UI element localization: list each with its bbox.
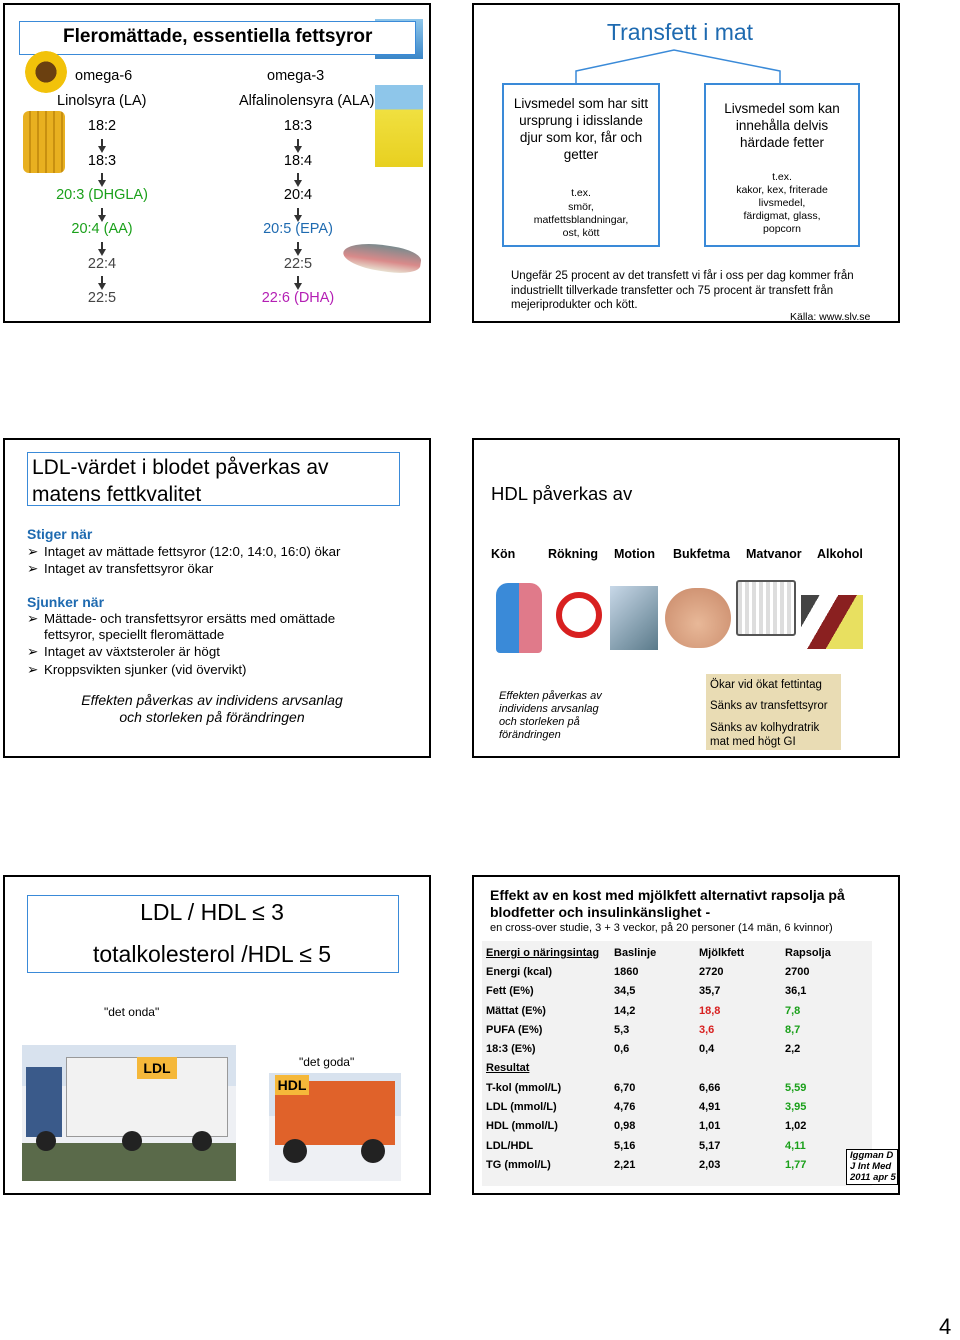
citation-journal: J Int Med xyxy=(850,1161,892,1172)
wheel xyxy=(192,1131,212,1151)
branch-lines xyxy=(474,5,902,95)
wheel xyxy=(283,1139,307,1163)
table-cell: HDL (mmol/L) xyxy=(486,1120,558,1133)
chain-right-1: 18:4 xyxy=(283,153,313,169)
table-cell: 7,8 xyxy=(785,1004,801,1017)
citation-author: Iggman D xyxy=(850,1150,894,1161)
falls-heading: Sjunker när xyxy=(27,594,105,610)
table-cell: 2,21 xyxy=(614,1158,636,1171)
factor-rokning: Rökning xyxy=(548,547,598,561)
table-cell: 1,01 xyxy=(699,1120,721,1133)
arrow-down-icon xyxy=(293,173,303,187)
table-cell: 3,6 xyxy=(699,1023,715,1036)
table-cell: 2,03 xyxy=(699,1158,721,1171)
table-cell: 1860 xyxy=(614,965,639,978)
salmon-image xyxy=(342,240,423,277)
sunflower-image xyxy=(25,51,67,93)
slide-title: Fleromättade, essentiella fettsyror xyxy=(63,26,373,47)
citation-date: 2011 apr 5 xyxy=(850,1172,896,1183)
effect-note: Effekten påverkas av individens arvsanlag och storleken på förändringen xyxy=(81,692,343,725)
arrow-down-icon xyxy=(293,139,303,153)
table-cell: 0,6 xyxy=(614,1043,630,1056)
slide-ldl xyxy=(3,438,431,758)
arrow-down-icon xyxy=(97,242,107,256)
omega6-label: omega-6 xyxy=(75,68,133,84)
list-item-text: Intaget av transfettsyror ökar xyxy=(44,561,214,576)
arrow-down-icon xyxy=(293,242,303,256)
chain-left-5: 22:5 xyxy=(87,290,117,306)
ruminant-foods-text: Livsmedel som har sitt ursprung i idisslande djur som kor, får och getter xyxy=(513,96,649,162)
chain-right-4: 22:5 xyxy=(283,256,313,272)
table-cell: T-kol (mmol/L) xyxy=(486,1081,562,1094)
table-cell: 5,16 xyxy=(614,1139,636,1152)
factor-kon: Kön xyxy=(491,547,516,561)
table-cell: 5,17 xyxy=(699,1139,721,1152)
table-cell: 0,98 xyxy=(614,1120,636,1133)
table-cell: 2,2 xyxy=(785,1043,801,1056)
rises-heading: Stiger när xyxy=(27,526,93,542)
table-row xyxy=(486,1039,865,1058)
table-cell: 2720 xyxy=(699,965,724,978)
table-row xyxy=(486,1001,865,1020)
slide-title: Transfett i mat xyxy=(606,19,754,45)
ldl-hdl-ratio: LDL / HDL ≤ 3 xyxy=(140,899,284,925)
table-cell: 0,4 xyxy=(699,1043,715,1056)
table-cell: LDL/HDL xyxy=(486,1139,534,1152)
study-table xyxy=(486,943,865,1175)
chain-left-0: 18:2 xyxy=(87,118,117,134)
table-cell: 18,8 xyxy=(699,1004,721,1017)
bad-label: "det onda" xyxy=(104,1005,160,1019)
list-item-text: Intaget av växtsteroler är högt xyxy=(44,644,220,659)
no-smoking-icon xyxy=(556,592,602,638)
effect-note: Effekten påverkas av individens arvsanlag och storleken på förändringen xyxy=(499,690,602,741)
effect-item: Sänks av kolhydratrik mat med högt GI xyxy=(710,722,820,748)
table-cell: 4,76 xyxy=(614,1101,636,1114)
good-label: "det goda" xyxy=(299,1055,355,1069)
list-item xyxy=(27,662,372,678)
slide-subtitle: en cross-over studie, 3 + 3 veckor, på 20 personer (14 män, 6 kvinnor) xyxy=(490,922,833,934)
rise-list xyxy=(27,543,422,577)
table-cell: 6,70 xyxy=(614,1081,636,1094)
table-row xyxy=(486,1117,865,1136)
effect-item: Sänks av transfettsyror xyxy=(710,700,828,712)
slide-title: Effekt av en kost med mjölkfett alternativt rapsolja på blodfetter och insulinkänslighet - xyxy=(490,887,845,920)
arrow-bullet-icon: ➢ xyxy=(27,644,39,659)
arrow-down-icon xyxy=(293,208,303,222)
arrow-bullet-icon: ➢ xyxy=(27,611,39,626)
omega3-label: omega-3 xyxy=(267,68,325,84)
page-number: 4 xyxy=(939,1314,952,1339)
effect-item: Ökar vid ökat fettintag xyxy=(710,679,822,691)
table-row xyxy=(486,1155,865,1174)
shopping-cart-icon xyxy=(736,580,796,636)
table-row xyxy=(486,1078,865,1097)
table-cell: 8,7 xyxy=(785,1023,801,1036)
table-cell: TG (mmol/L) xyxy=(486,1158,551,1171)
chain-left-1: 18:3 xyxy=(87,153,117,169)
arrow-down-icon xyxy=(97,173,107,187)
header-cell: Mjölkfett xyxy=(699,946,745,959)
table-row xyxy=(486,1020,865,1039)
factor-matvanor: Matvanor xyxy=(746,547,802,561)
slide-study xyxy=(472,875,900,1195)
list-item xyxy=(27,644,372,660)
chain-right-0: 18:3 xyxy=(283,118,313,134)
hdl-effects-box xyxy=(706,674,841,750)
header-cell: Baslinje xyxy=(614,946,657,959)
table-cell: 5,3 xyxy=(614,1023,630,1036)
ldl-truck-image xyxy=(22,1045,236,1181)
table-cell: 6,66 xyxy=(699,1081,721,1094)
factor-bukfetma: Bukfetma xyxy=(673,547,730,561)
table-cell: 4,11 xyxy=(785,1139,806,1152)
arrow-down-icon xyxy=(97,208,107,222)
table-cell: LDL (mmol/L) xyxy=(486,1101,557,1114)
hydrogenated-foods-text: Livsmedel som kan innehålla delvis härdade fetter xyxy=(724,101,840,150)
list-item xyxy=(27,611,372,642)
alpha-linolenic-acid-label: Alfalinolensyra (ALA) xyxy=(239,93,375,109)
table-cell: 35,7 xyxy=(699,985,721,998)
arrow-down-icon xyxy=(97,139,107,153)
header-cell: Energi o näringsintag xyxy=(486,946,600,959)
table-cell: 18:3 (E%) xyxy=(486,1043,536,1056)
arrow-bullet-icon: ➢ xyxy=(27,544,39,559)
arrow-down-icon xyxy=(97,276,107,290)
gender-figures-image xyxy=(496,583,542,653)
slide-title: LDL-värdet i blodet påverkas av matens fettkvalitet xyxy=(32,456,329,506)
chain-left-2: 20:3 (DHGLA) xyxy=(56,187,148,203)
table-cell: 1,02 xyxy=(785,1120,807,1133)
table-cell: 5,59 xyxy=(785,1081,807,1094)
list-item-text: Mättade- och transfettsyror ersätts med omättade fettsyror, speciellt fleromättade xyxy=(44,611,336,642)
chain-left-3: 20:4 (AA) xyxy=(71,221,133,237)
slide-hdl xyxy=(472,438,900,758)
ruminant-ex-label: t.ex. xyxy=(571,187,591,199)
chain-right-5: 22:6 (DHA) xyxy=(261,290,335,306)
slide-trans-fat xyxy=(472,3,900,323)
arrow-bullet-icon: ➢ xyxy=(27,661,39,677)
table-cell: 2700 xyxy=(785,965,810,978)
belly-image xyxy=(665,588,731,648)
factor-motion: Motion xyxy=(614,547,655,561)
table-row xyxy=(486,982,865,1001)
results-header: Resultat xyxy=(486,1062,530,1075)
list-item xyxy=(27,543,422,560)
total-hdl-ratio: totalkolesterol /HDL ≤ 5 xyxy=(92,941,332,967)
ruminant-examples: smör, matfettsblandningar, ost, kött xyxy=(533,201,629,239)
ldl-label-badge: LDL xyxy=(137,1057,177,1079)
table-cell: Fett (E%) xyxy=(486,985,534,998)
source-label: Källa: www.slv.se xyxy=(790,311,871,323)
wheel xyxy=(361,1139,385,1163)
table-row xyxy=(486,1097,865,1116)
table-cell: 34,5 xyxy=(614,985,636,998)
linoleic-acid-label: Linolsyra (LA) xyxy=(57,93,147,109)
arrow-down-icon xyxy=(293,276,303,290)
slide-essential-fatty-acids xyxy=(3,3,431,323)
chain-left-4: 22:4 xyxy=(87,256,117,272)
header-cell: Rapsolja xyxy=(785,946,831,959)
fall-list xyxy=(27,611,372,677)
study-table-box xyxy=(482,941,872,1186)
list-item-text: Intaget av mättade fettsyror (12:0, 14:0, 16:0) ökar xyxy=(44,544,341,559)
arrow-bullet-icon: ➢ xyxy=(27,561,39,576)
table-cell: 14,2 xyxy=(614,1004,636,1017)
hydrogenated-ex-label: t.ex. xyxy=(772,171,792,183)
results-header-row xyxy=(486,1059,865,1078)
wheel xyxy=(36,1131,56,1151)
table-cell: 36,1 xyxy=(785,985,807,998)
factor-alkohol: Alkohol xyxy=(817,547,863,561)
hdl-label-badge: HDL xyxy=(275,1075,309,1095)
table-cell: Mättat (E%) xyxy=(486,1004,546,1017)
slide-ratios xyxy=(3,875,431,1195)
truck-cab xyxy=(26,1067,62,1137)
table-cell: 1,77 xyxy=(785,1158,807,1171)
trans-fat-paragraph: Ungefär 25 procent av det transfett vi får i oss per dag kommer från industriellt tillverkade transfetter och 75 procent är transfett från mejeriprodukter och kött. xyxy=(511,270,854,311)
ruminant-foods-box xyxy=(502,83,660,247)
table-header-row xyxy=(486,943,865,962)
table-row xyxy=(486,1136,865,1155)
rapeseed-field-image xyxy=(375,85,423,167)
table-row xyxy=(486,962,865,981)
table-cell: 3,95 xyxy=(785,1101,807,1114)
chain-right-3: 20:5 (EPA) xyxy=(263,221,333,237)
list-item-text: Kroppsvikten sjunker (vid övervikt) xyxy=(44,661,247,677)
table-cell: 4,91 xyxy=(699,1101,721,1114)
list-item xyxy=(27,560,422,577)
table-cell: PUFA (E%) xyxy=(486,1023,543,1036)
chain-right-2: 20:4 xyxy=(283,187,313,203)
table-cell: Energi (kcal) xyxy=(486,965,553,978)
alcohol-bottles-image xyxy=(801,595,863,649)
hydrogenated-foods-box xyxy=(704,83,860,247)
running-image xyxy=(610,586,658,650)
hydrogenated-examples: kakor, kex, friterade livsmedel, färdigmat, glass, popcorn xyxy=(736,184,828,235)
citation-box xyxy=(846,1149,898,1185)
wheel xyxy=(122,1131,142,1151)
slide-title: HDL påverkas av xyxy=(491,483,633,504)
